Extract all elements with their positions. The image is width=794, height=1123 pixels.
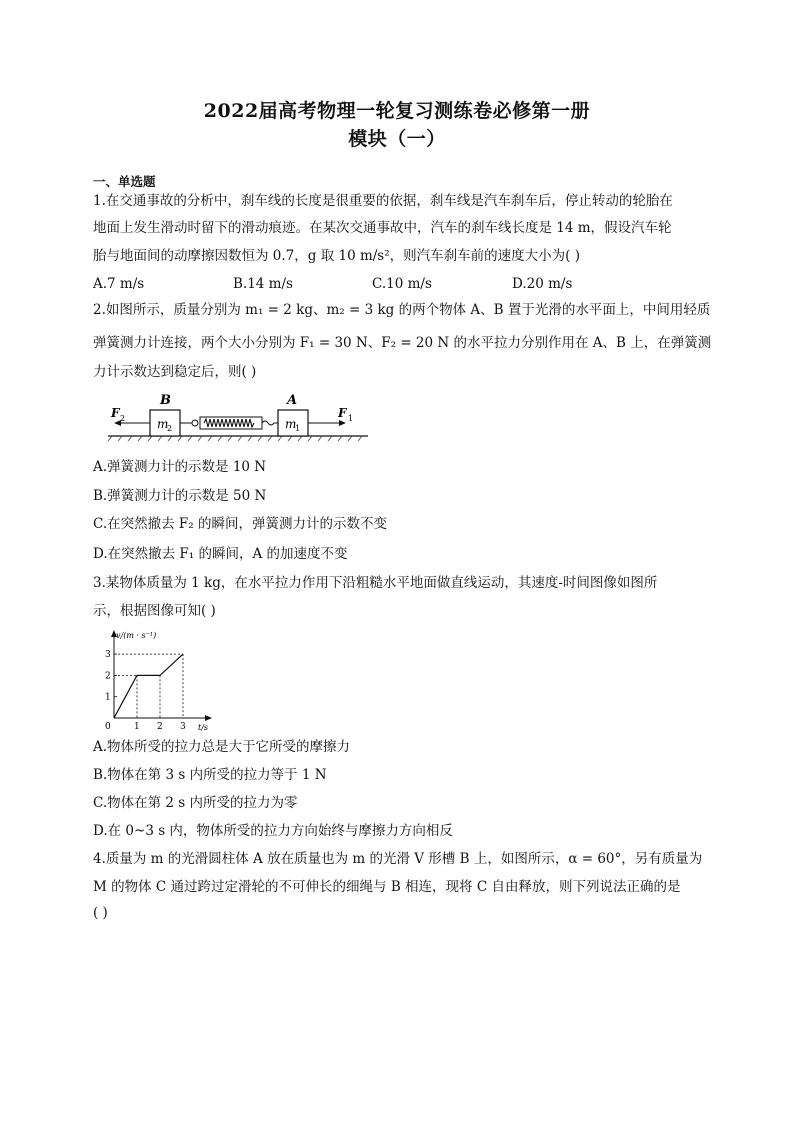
x-tick-label: 2 — [157, 722, 163, 732]
q4-line-1: 4.质量为 m 的光滑圆柱体 A 放在质量也为 m 的光滑 V 形槽 B 上，如图所示，α = 60°，另有质量为 — [93, 851, 703, 867]
x-axis-label: t/s — [198, 723, 209, 732]
q3-option-d: D.在 0~3 s 内，物体所受的拉力方向始终与摩擦力方向相反 — [93, 823, 453, 839]
q3-line-2: 示，根据图像可知( ) — [93, 603, 216, 619]
block-a-mass: m — [285, 417, 297, 431]
q3-option-a: A.物体所受的拉力总是大于它所受的摩擦力 — [93, 739, 351, 755]
force-f1-label: F — [338, 406, 347, 420]
force-f2-sub: 2 — [120, 414, 126, 423]
q3-option-c: C.物体在第 2 s 内所受的拉力为零 — [93, 795, 298, 811]
q2-option-c: C.在突然撤去 F₂ 的瞬间，弹簧测力计的示数不变 — [93, 516, 388, 532]
block-b-mass-sub: 2 — [167, 424, 173, 433]
q1-option-c: C.10 m/s — [372, 276, 432, 292]
block-b-label: B — [160, 393, 171, 408]
q2-line-2: 弹簧测力计连接，两个大小分别为 F₁ = 30 N、F₂ = 20 N 的水平拉力分别作用在 A、B 上，在弹簧测 — [93, 335, 712, 351]
y-tick-label: 3 — [105, 650, 111, 661]
q3-option-b: B.物体在第 3 s 内所受的拉力等于 1 N — [93, 767, 327, 783]
x-tick-label: 1 — [134, 722, 140, 732]
q4-line-2: M 的物体 C 通过跨过定滑轮的不可伸长的细绳与 B 相连，现将 C 自由释放，则下列说法正确的是 — [93, 879, 681, 895]
section-label: 一、单选题 — [93, 174, 156, 189]
q2-option-a: A.弹簧测力计的示数是 10 N — [93, 459, 267, 475]
q1-option-a: A.7 m/s — [93, 276, 145, 292]
q1-line-2: 地面上发生滑动时留下的滑动痕迹。在某次交通事故中，汽车的刹车线长度是 14 m，假设汽车轮 — [93, 220, 672, 236]
block-a-mass-sub: 1 — [295, 424, 301, 433]
q1-option-d: D.20 m/s — [512, 276, 573, 292]
x-tick-label: 3 — [180, 722, 186, 732]
doc-subtitle: 模块（一） — [348, 128, 446, 150]
q1-line-3: 胎与地面间的动摩擦因数恒为 0.7，g 取 10 m/s²，则汽车刹车前的速度大小为( ) — [93, 248, 580, 264]
y-axis-label: v/(m · s⁻¹) — [116, 631, 157, 640]
block-a-label: A — [287, 393, 298, 408]
x-axis-arrowhead — [205, 715, 212, 721]
q3-vt-chart — [100, 626, 220, 736]
spring-balance — [180, 417, 278, 429]
q4-line-3: ( ) — [93, 905, 108, 921]
q2-line-1: 2.如图所示，质量分别为 m₁ = 2 kg、m₂ = 3 kg 的两个物体 A、B 置于光滑的水平面上，中间用轻质 — [93, 302, 711, 318]
force-f1-sub: 1 — [348, 414, 354, 423]
velocity-line — [114, 654, 183, 718]
y-tick-label: 2 — [105, 671, 111, 682]
q2-line-3: 力计示数达到稳定后，则( ) — [93, 364, 257, 380]
block-b-mass: m — [157, 417, 169, 431]
x-tick-label: 0 — [105, 722, 111, 732]
q3-line-1: 3.某物体质量为 1 kg，在水平拉力作用下沿粗糙水平地面做直线运动，其速度-时间图像如图所 — [93, 575, 658, 591]
ground-hatch — [108, 436, 362, 441]
doc-title: 2022届高考物理一轮复习测练卷必修第一册 — [203, 100, 591, 122]
force-f2-label: F — [111, 406, 120, 420]
q1-line-1: 1.在交通事故的分析中，刹车线的长度是很重要的依据，刹车线是汽车刹车后，停止转动的轮胎在 — [93, 193, 673, 209]
q2-figure — [106, 388, 376, 448]
q1-option-b: B.14 m/s — [233, 276, 293, 292]
q2-option-d: D.在突然撤去 F₁ 的瞬间，A 的加速度不变 — [93, 546, 348, 562]
force-f1-arrowhead — [339, 420, 346, 426]
q2-option-b: B.弹簧测力计的示数是 50 N — [93, 488, 267, 504]
y-tick-label: 1 — [105, 692, 111, 703]
